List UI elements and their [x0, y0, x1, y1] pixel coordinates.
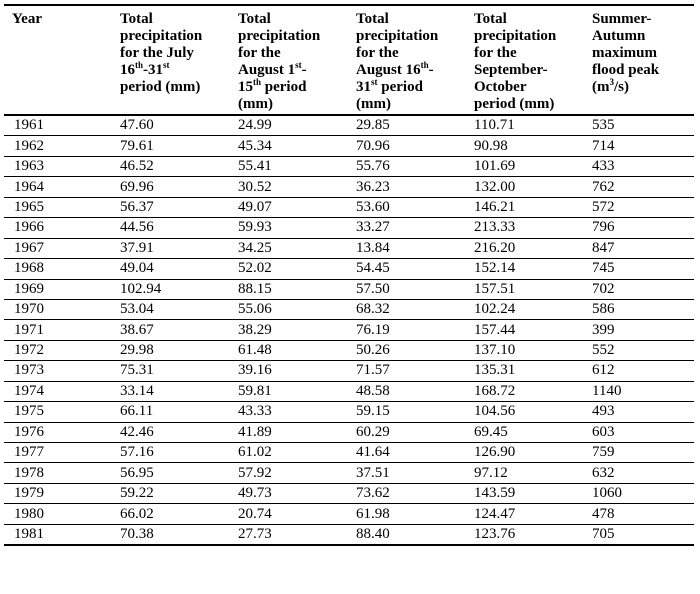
cell-july-16-31-mm: 38.67	[120, 321, 154, 338]
cell-september-october-mm: 157.44	[474, 321, 516, 338]
cell-august-1-15-mm: 49.73	[238, 485, 272, 502]
cell-august-1-15-mm: 61.02	[238, 444, 272, 461]
cell-july-16-31-mm: 56.37	[120, 198, 154, 215]
table-row	[4, 524, 694, 545]
cell-flood-peak: 493	[592, 403, 615, 420]
cell-july-16-31-mm: 46.52	[120, 158, 154, 175]
cell-september-october-mm: 216.20	[474, 239, 516, 256]
cell-year: 1966	[14, 219, 44, 236]
cell-august-16-31-mm: 13.84	[356, 239, 390, 256]
header-august-1-15: Total precipitation for the August 1st- 15th period (mm)	[238, 11, 321, 112]
header-flood-peak: Summer- Autumn maximum flood peak $(m^3/s)$	[592, 11, 660, 95]
cell-august-1-15-mm: 88.15	[238, 280, 272, 297]
cell-august-1-15-mm: 49.07	[238, 198, 272, 215]
cell-flood-peak: 759	[592, 444, 615, 461]
cell-september-october-mm: 213.33	[474, 219, 516, 236]
cell-august-16-31-mm: 61.98	[356, 505, 390, 522]
cell-august-16-31-mm: 73.62	[356, 485, 390, 502]
cell-august-16-31-mm: 48.58	[356, 382, 390, 399]
header-august-16-31: Total precipitation for the August 16th- 31st period (mm)	[356, 11, 439, 112]
cell-august-1-15-mm: 59.93	[238, 219, 272, 236]
cell-flood-peak: 612	[592, 362, 615, 379]
cell-september-october-mm: 102.24	[474, 301, 516, 318]
cell-august-16-31-mm: 76.19	[356, 321, 390, 338]
table-row	[4, 259, 694, 279]
table-row	[4, 381, 694, 401]
table-row	[4, 279, 694, 299]
cell-july-16-31-mm: 70.38	[120, 525, 154, 542]
table-row	[4, 218, 694, 238]
cell-august-1-15-mm: 30.52	[238, 178, 272, 195]
cell-year: 1979	[14, 485, 44, 502]
cell-year: 1973	[14, 362, 44, 379]
cell-august-1-15-mm: 55.06	[238, 301, 272, 318]
cell-august-1-15-mm: 34.25	[238, 239, 272, 256]
table-header	[4, 5, 694, 115]
cell-september-october-mm: 69.45	[474, 423, 508, 440]
cell-september-october-mm: 168.72	[474, 382, 516, 399]
cell-flood-peak: 714	[592, 137, 615, 154]
precipitation-flood-table	[4, 4, 694, 546]
cell-august-1-15-mm: 52.02	[238, 260, 272, 277]
cell-year: 1975	[14, 403, 44, 420]
cell-august-1-15-mm: 59.81	[238, 382, 272, 399]
cell-august-16-31-mm: 59.15	[356, 403, 390, 420]
cell-august-1-15-mm: 24.99	[238, 117, 272, 134]
cell-july-16-31-mm: 49.04	[120, 260, 154, 277]
cell-flood-peak: 762	[592, 178, 615, 195]
cell-year: 1965	[14, 198, 44, 215]
table-row	[4, 197, 694, 217]
cell-august-1-15-mm: 57.92	[238, 464, 272, 481]
cell-august-1-15-mm: 38.29	[238, 321, 272, 338]
cell-flood-peak: 847	[592, 239, 615, 256]
cell-august-1-15-mm: 39.16	[238, 362, 272, 379]
table-body	[4, 115, 694, 545]
cell-year: 1981	[14, 525, 44, 542]
table-row	[4, 156, 694, 176]
cell-flood-peak: 535	[592, 117, 615, 134]
cell-august-16-31-mm: 68.32	[356, 301, 390, 318]
cell-july-16-31-mm: 75.31	[120, 362, 154, 379]
cell-september-october-mm: 132.00	[474, 178, 516, 195]
table-row	[4, 463, 694, 483]
cell-august-16-31-mm: 50.26	[356, 342, 390, 359]
cell-august-1-15-mm: 27.73	[238, 525, 272, 542]
cell-august-16-31-mm: 70.96	[356, 137, 390, 154]
cell-august-16-31-mm: 36.23	[356, 178, 390, 195]
cell-flood-peak: 603	[592, 423, 615, 440]
cell-year: 1977	[14, 444, 44, 461]
cell-flood-peak: 399	[592, 321, 615, 338]
cell-august-16-31-mm: 41.64	[356, 444, 390, 461]
cell-september-october-mm: 143.59	[474, 485, 516, 502]
cell-year: 1970	[14, 301, 44, 318]
cell-july-16-31-mm: 69.96	[120, 178, 154, 195]
cell-september-october-mm: 146.21	[474, 198, 516, 215]
table-row	[4, 238, 694, 258]
table-row	[4, 422, 694, 442]
cell-august-16-31-mm: 60.29	[356, 423, 390, 440]
cell-july-16-31-mm: 66.11	[120, 403, 154, 420]
cell-september-october-mm: 104.56	[474, 403, 516, 420]
cell-august-16-31-mm: 54.45	[356, 260, 390, 277]
cell-july-16-31-mm: 79.61	[120, 137, 154, 154]
cell-july-16-31-mm: 44.56	[120, 219, 154, 236]
header-year: Year	[12, 11, 42, 27]
table-row	[4, 340, 694, 360]
table-row	[4, 402, 694, 422]
cell-year: 1964	[14, 178, 44, 195]
cell-july-16-31-mm: 102.94	[120, 280, 162, 297]
cell-year: 1980	[14, 505, 44, 522]
cell-flood-peak: 702	[592, 280, 615, 297]
cell-flood-peak: 796	[592, 219, 615, 236]
table-row	[4, 299, 694, 319]
cell-flood-peak: 552	[592, 342, 615, 359]
cell-july-16-31-mm: 59.22	[120, 485, 154, 502]
cell-year: 1976	[14, 423, 44, 440]
table-row	[4, 115, 694, 136]
cell-year: 1969	[14, 280, 44, 297]
cell-flood-peak: 572	[592, 198, 615, 215]
cell-august-1-15-mm: 55.41	[238, 158, 272, 175]
cell-august-16-31-mm: 71.57	[356, 362, 390, 379]
cell-year: 1974	[14, 382, 44, 399]
cell-july-16-31-mm: 29.98	[120, 342, 154, 359]
cell-flood-peak: 1140	[592, 382, 622, 399]
cell-august-16-31-mm: 29.85	[356, 117, 390, 134]
cell-july-16-31-mm: 33.14	[120, 382, 154, 399]
cell-july-16-31-mm: 37.91	[120, 239, 154, 256]
cell-august-1-15-mm: 43.33	[238, 403, 272, 420]
cell-year: 1962	[14, 137, 44, 154]
cell-september-october-mm: 157.51	[474, 280, 516, 297]
cell-september-october-mm: 137.10	[474, 342, 516, 359]
cell-august-16-31-mm: 53.60	[356, 198, 390, 215]
cell-year: 1967	[14, 239, 44, 256]
cell-year: 1961	[14, 117, 44, 134]
cell-july-16-31-mm: 42.46	[120, 423, 154, 440]
cell-august-16-31-mm: 37.51	[356, 464, 390, 481]
cell-august-1-15-mm: 20.74	[238, 505, 272, 522]
cell-july-16-31-mm: 57.16	[120, 444, 154, 461]
table-row	[4, 177, 694, 197]
header-september-october: Total precipitation for the September- October period (mm)	[474, 11, 557, 112]
table-row	[4, 361, 694, 381]
cell-flood-peak: 745	[592, 260, 615, 277]
header-row	[4, 5, 694, 115]
cell-august-16-31-mm: 57.50	[356, 280, 390, 297]
cell-july-16-31-mm: 47.60	[120, 117, 154, 134]
cell-august-1-15-mm: 45.34	[238, 137, 272, 154]
cell-september-october-mm: 135.31	[474, 362, 516, 379]
cell-august-16-31-mm: 88.40	[356, 525, 390, 542]
cell-year: 1978	[14, 464, 44, 481]
cell-august-1-15-mm: 41.89	[238, 423, 272, 440]
cell-july-16-31-mm: 66.02	[120, 505, 154, 522]
cell-flood-peak: 433	[592, 158, 615, 175]
cell-september-october-mm: 110.71	[474, 117, 515, 134]
table-row	[4, 504, 694, 524]
cell-august-1-15-mm: 61.48	[238, 342, 272, 359]
table-row	[4, 443, 694, 463]
cell-august-16-31-mm: 33.27	[356, 219, 390, 236]
table-row	[4, 320, 694, 340]
cell-september-october-mm: 124.47	[474, 505, 516, 522]
cell-september-october-mm: 90.98	[474, 137, 508, 154]
cell-september-october-mm: 97.12	[474, 464, 508, 481]
cell-year: 1971	[14, 321, 44, 338]
cell-year: 1972	[14, 342, 44, 359]
table-row	[4, 136, 694, 156]
table-row	[4, 483, 694, 503]
cell-flood-peak: 632	[592, 464, 615, 481]
cell-flood-peak: 586	[592, 301, 615, 318]
cell-flood-peak: 705	[592, 525, 615, 542]
cell-flood-peak: 1060	[592, 485, 622, 502]
cell-july-16-31-mm: 53.04	[120, 301, 154, 318]
cell-september-october-mm: 152.14	[474, 260, 516, 277]
cell-september-october-mm: 126.90	[474, 444, 516, 461]
header-july-16-31: Total precipitation for the July 16th-31st period (mm)	[120, 11, 203, 95]
cell-august-16-31-mm: 55.76	[356, 158, 390, 175]
cell-september-october-mm: 123.76	[474, 525, 516, 542]
cell-flood-peak: 478	[592, 505, 615, 522]
cell-july-16-31-mm: 56.95	[120, 464, 154, 481]
cell-year: 1963	[14, 158, 44, 175]
precipitation-flood-table-container	[4, 4, 694, 546]
cell-year: 1968	[14, 260, 44, 277]
cell-september-october-mm: 101.69	[474, 158, 516, 175]
